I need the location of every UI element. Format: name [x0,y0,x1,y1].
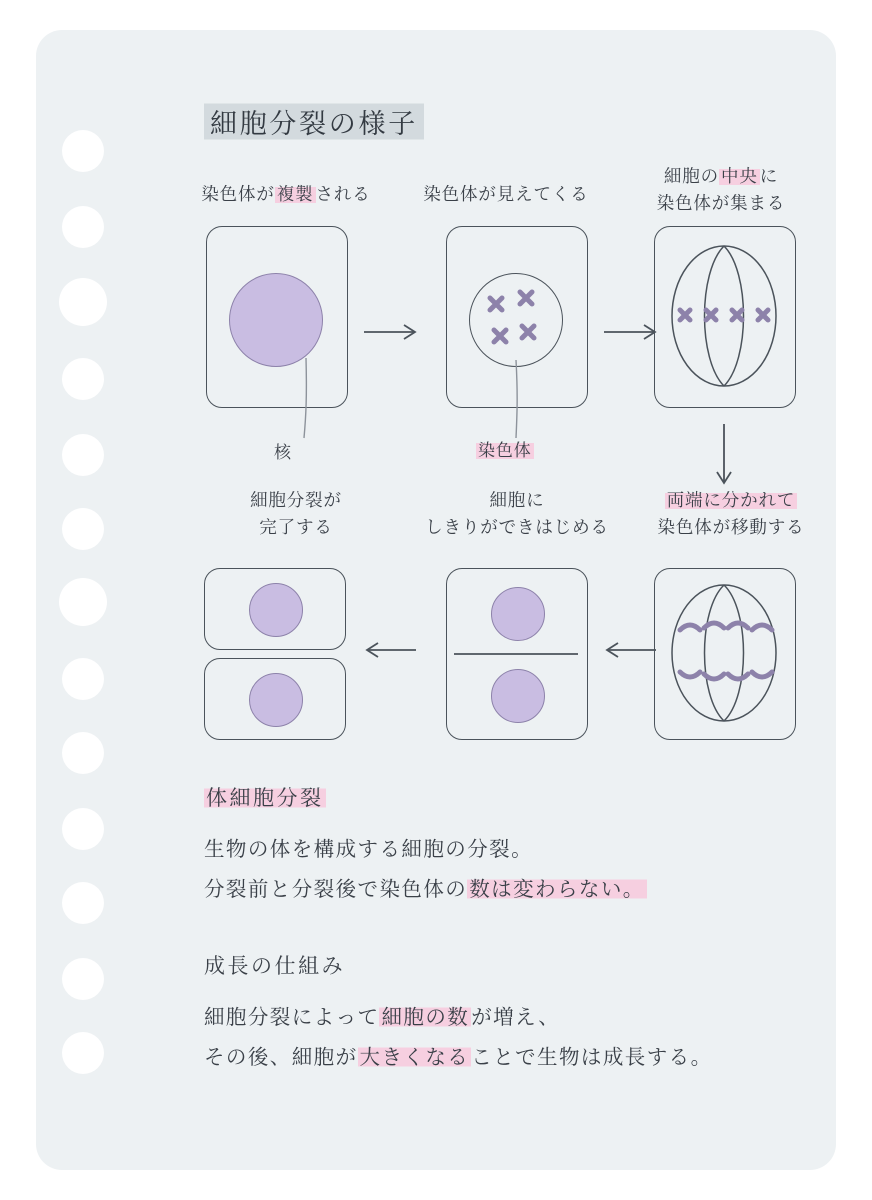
cell-step6-bottom [204,658,346,740]
punch-hole [59,278,107,326]
punch-hole [62,958,104,1000]
punch-hole [62,1032,104,1074]
notes-line-4: その後、細胞が大きくなることで生物は成長する。 [204,1045,713,1069]
caption-step4: 両端に分かれて 染色体が移動する [657,491,805,539]
page-content [166,30,826,1170]
page-title: 細胞分裂の様子 [204,100,424,143]
punch-hole [62,434,104,476]
highlight-saibou-kazu: 細胞の数 [381,1005,470,1029]
highlight-chuuou: 中央 [721,167,758,187]
highlight-ryoutan: 両端に分かれて [666,491,796,511]
punch-hole [62,508,104,550]
notes-line-1: 生物の体を構成する細胞の分裂。 [204,837,534,861]
notebook-page [36,30,836,1170]
punch-hole [62,206,104,248]
caption-step5: 細胞に しきりができはじめる [425,491,609,539]
spindle-step3 [654,226,804,416]
label-chromosome: 染色体 [478,441,532,461]
nucleus-step6-bottom [249,673,303,727]
caption-step2: 染色体が見えてくる [423,185,589,205]
caption-step3: 細胞の 中央 に 染色体が集まる [656,167,786,215]
cell-step6-top [204,568,346,650]
notes-line-2: 分裂前と分裂後で染色体の数は変わらない。 [204,877,645,901]
label-nucleus: 核 [274,443,292,463]
highlight-kazu: 数は変わらない。 [469,877,645,901]
punch-hole [62,732,104,774]
chromosomes-step2 [446,226,606,456]
punch-hole [59,578,107,626]
nucleus-step6-top [249,583,303,637]
notes-heading-somatic: 体細胞分裂 [206,786,324,810]
punch-hole [62,130,104,172]
highlight-ookiku: 大きくなる [359,1045,470,1069]
notes-heading-growth: 成長の仕組み [204,954,346,978]
arrow-left-1 [362,638,432,668]
punch-hole [62,358,104,400]
cleavage-furrow [446,568,596,748]
notes-line-3: 細胞分裂によって細胞の数が増え、 [204,1005,561,1029]
spindle-step4 [654,568,804,748]
punch-hole [62,658,104,700]
punch-hole [62,882,104,924]
highlight-fukusei: 複製 [276,185,314,205]
caption-step6: 細胞分裂が 完了する [250,491,342,539]
caption-step1: 染色体が 複製 される [201,185,371,205]
arrow-right-1 [362,320,432,350]
punch-hole [62,808,104,850]
